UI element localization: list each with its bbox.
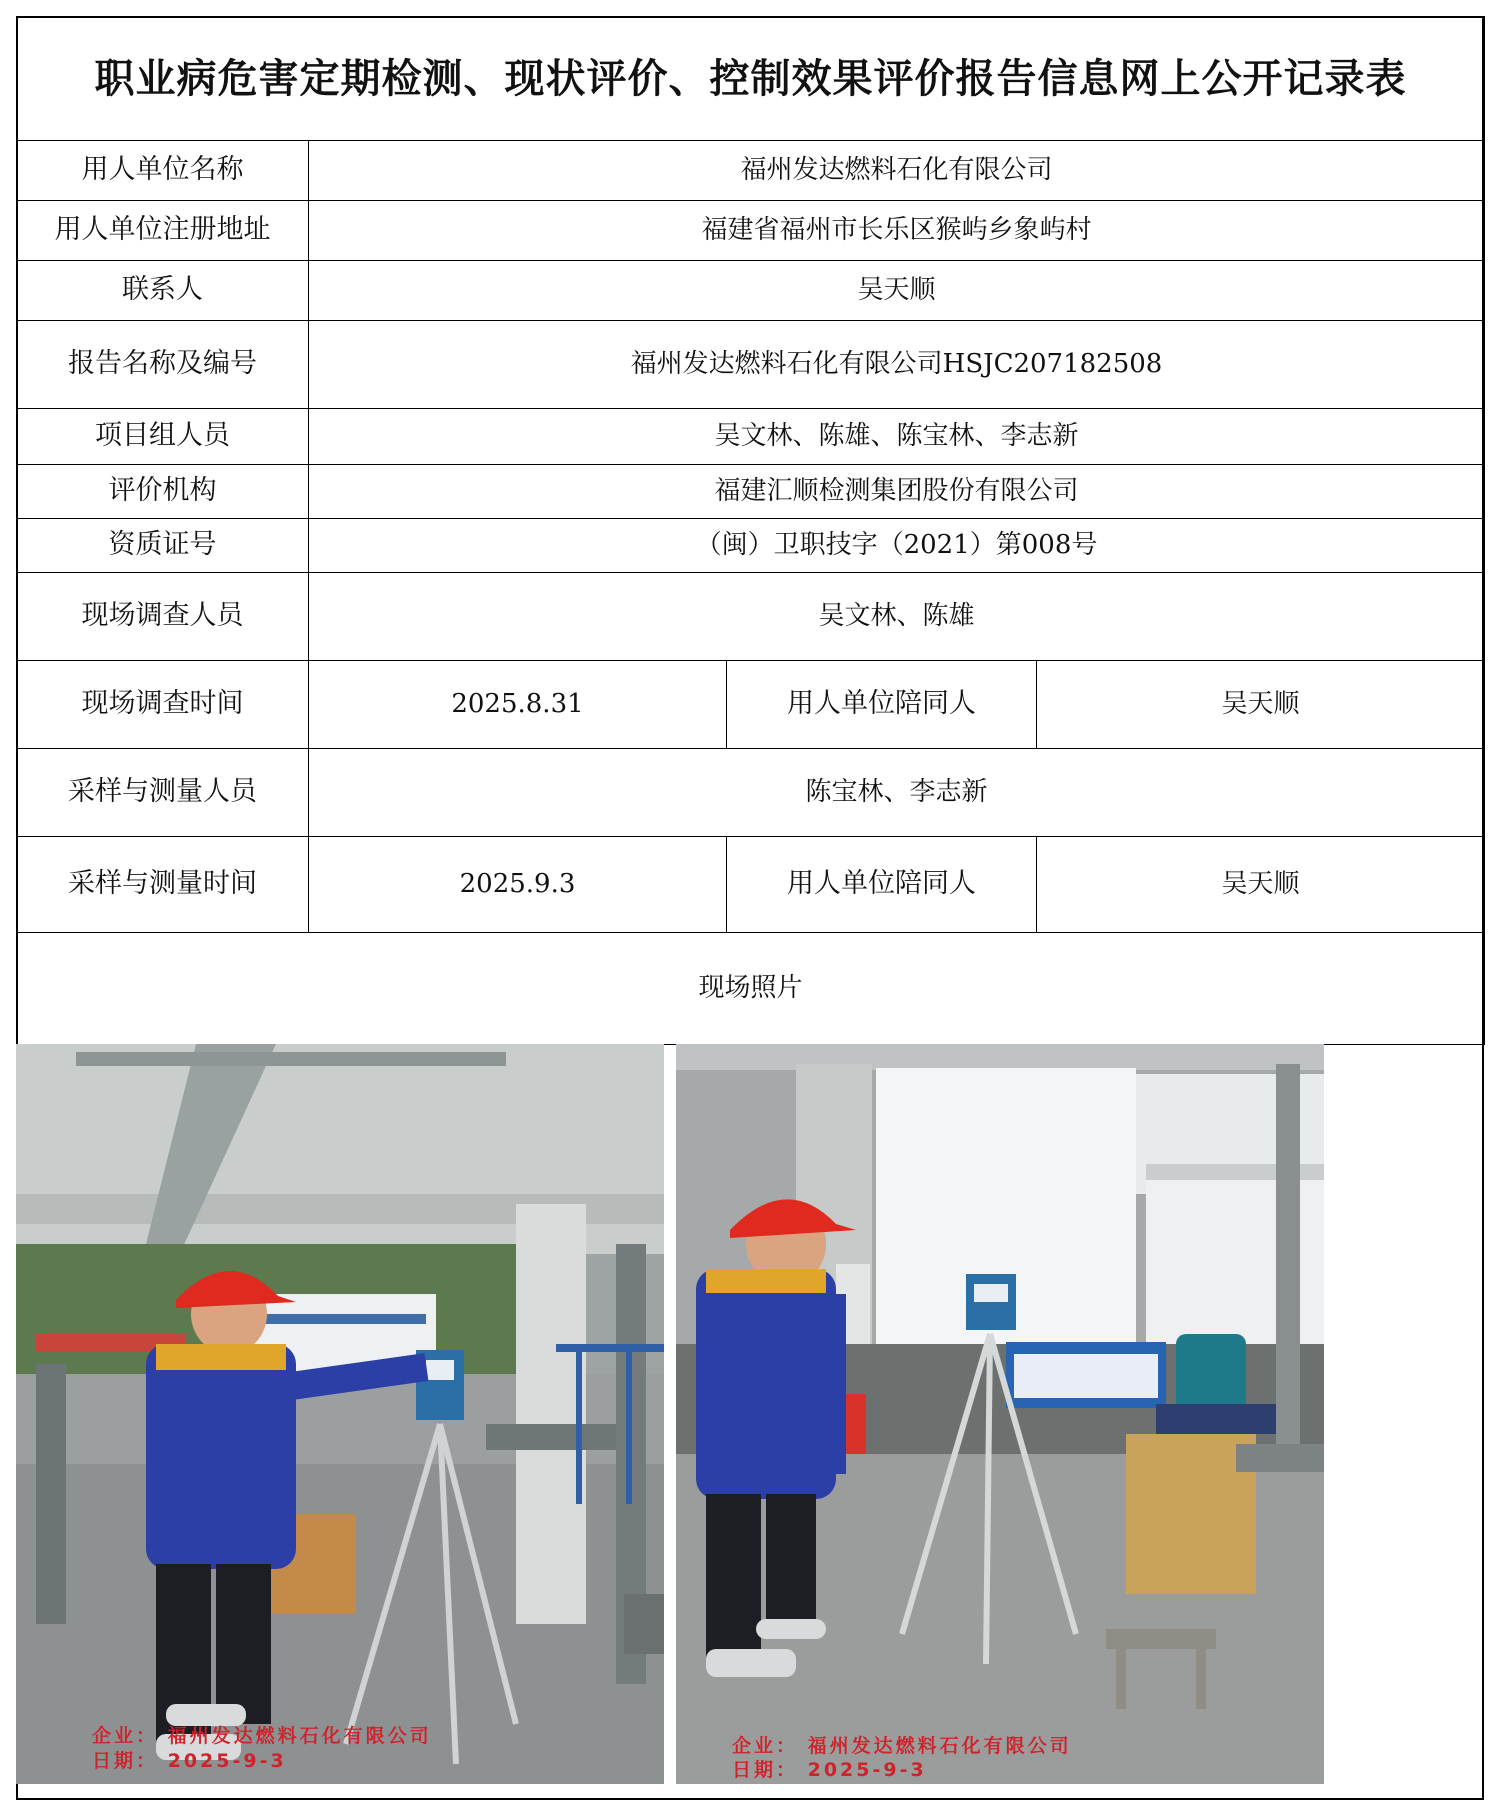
site-photo-2: [676, 1044, 1324, 1784]
unit-address-label: 用人单位注册地址: [17, 201, 309, 261]
team-value: 吴文林、陈雄、陈宝林、李志新: [309, 409, 1485, 465]
unit-name-value: 福州发达燃料石化有限公司: [309, 141, 1485, 201]
sampling-companion-value: 吴天顺: [1037, 837, 1485, 933]
unit-name-label: 用人单位名称: [17, 141, 309, 201]
agency-label: 评价机构: [17, 465, 309, 519]
record-table: [16, 16, 1485, 1045]
site-photo-1: [16, 1044, 664, 1784]
sampling-time-value: 2025.9.3: [309, 837, 727, 933]
sampling-staff-label: 采样与测量人员: [17, 749, 309, 837]
report-label: 报告名称及编号: [17, 321, 309, 409]
survey-staff-label: 现场调查人员: [17, 573, 309, 661]
photo-2-caption-company: 企业： 福州发达燃料石化有限公司: [732, 1735, 1072, 1757]
photos-label: 现场照片: [17, 933, 1485, 1045]
sampling-staff-value: 陈宝林、李志新: [309, 749, 1485, 837]
photo-1-caption-date: 日期： 2025-9-3: [92, 1750, 287, 1772]
site-photo-2-image: [676, 1044, 1324, 1784]
photo-2-caption-date: 日期： 2025-9-3: [732, 1759, 927, 1781]
report-value: 福州发达燃料石化有限公司HSJC207182508: [309, 321, 1485, 409]
unit-address-value: 福建省福州市长乐区猴屿乡象屿村: [309, 201, 1485, 261]
contact-value: 吴天顺: [309, 261, 1485, 321]
contact-label: 联系人: [17, 261, 309, 321]
site-photo-1-image: [16, 1044, 664, 1784]
survey-staff-value: 吴文林、陈雄: [309, 573, 1485, 661]
survey-time-value: 2025.8.31: [309, 661, 727, 749]
survey-companion-value: 吴天顺: [1037, 661, 1485, 749]
license-value: （闽）卫职技字（2021）第008号: [309, 519, 1485, 573]
sampling-time-label: 采样与测量时间: [17, 837, 309, 933]
photo-1-caption-company: 企业： 福州发达燃料石化有限公司: [92, 1725, 432, 1747]
agency-value: 福建汇顺检测集团股份有限公司: [309, 465, 1485, 519]
page-title: 职业病危害定期检测、现状评价、控制效果评价报告信息网上公开记录表: [17, 17, 1485, 141]
sampling-companion-label: 用人单位陪同人: [727, 837, 1037, 933]
survey-time-label: 现场调查时间: [17, 661, 309, 749]
team-label: 项目组人员: [17, 409, 309, 465]
license-label: 资质证号: [17, 519, 309, 573]
survey-companion-label: 用人单位陪同人: [727, 661, 1037, 749]
photo-area: [16, 1044, 1484, 1784]
